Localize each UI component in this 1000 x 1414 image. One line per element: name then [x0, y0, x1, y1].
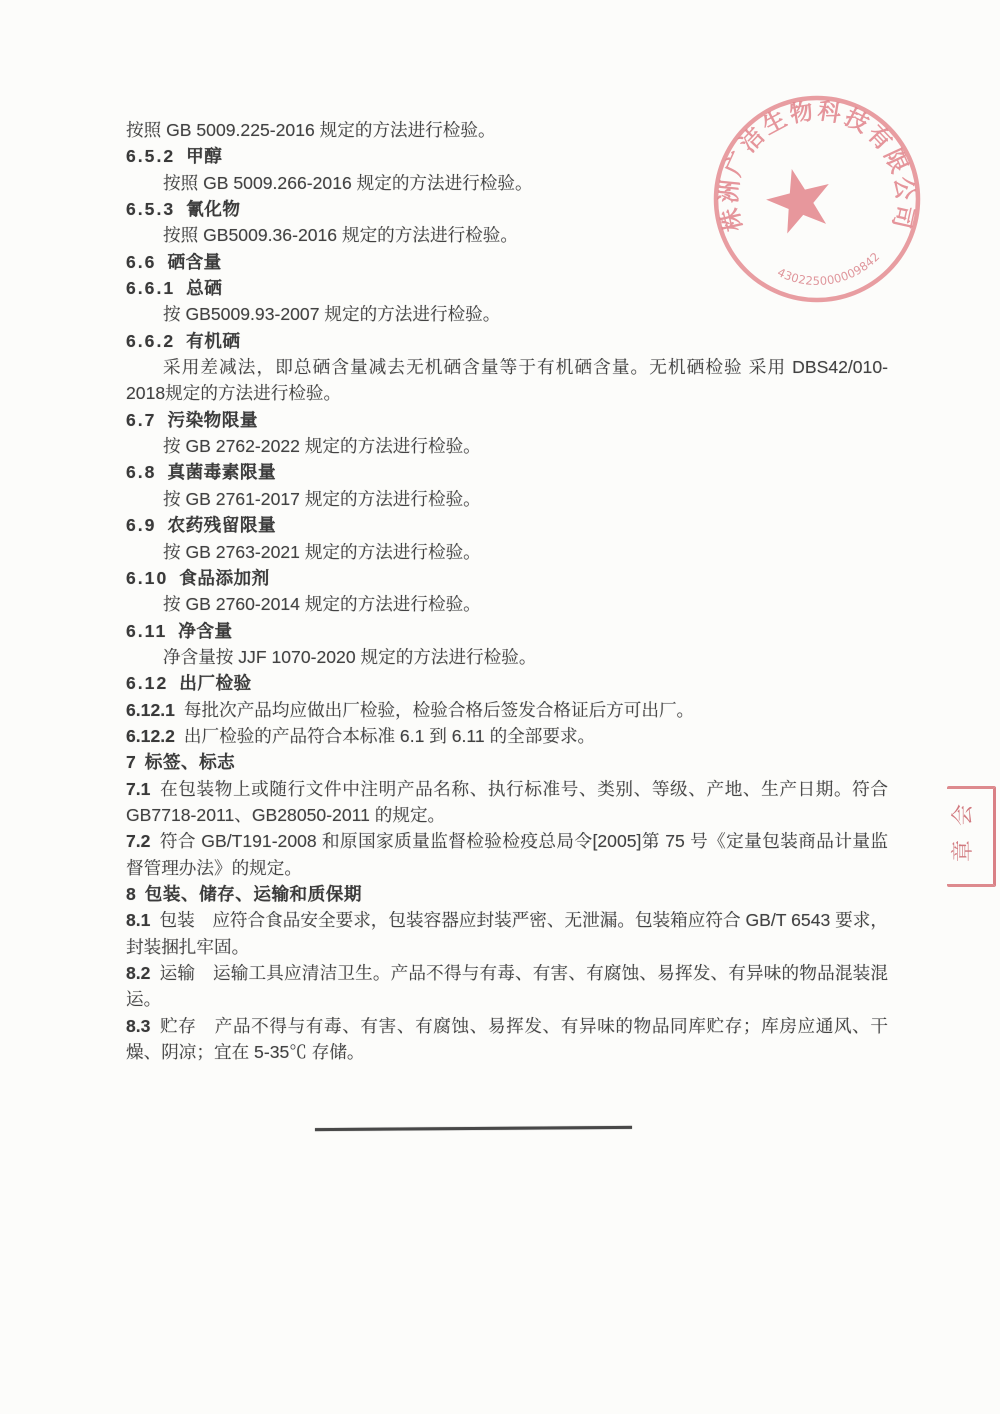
heading-6-8: 6.8 真菌毒素限量	[126, 462, 277, 483]
paragraph: 按 GB 2761-2017 规定的方法进行检验。	[163, 488, 481, 509]
paragraph: 按 GB 2760-2014 规定的方法进行检验。	[163, 594, 481, 615]
heading-6-6: 6.6 硒含量	[126, 251, 222, 272]
clause-7-2: 7.2 符合 GB/T191-2008 和原国家质量监督检验检疫总局令[2005]第 75 号《定量包装商品计量监督管理办法》的规定。	[126, 831, 888, 878]
heading-6-6-2: 6.6.2 有机硒	[126, 330, 241, 351]
heading-6-5-2: 6.5.2 甲醇	[126, 146, 223, 167]
heading-8: 8 包装、储存、运输和质保期	[126, 883, 362, 904]
paragraph-continuation: 按照 GB 5009.225-2016 规定的方法进行检验。	[126, 120, 496, 140]
heading-6-11: 6.11 净含量	[126, 620, 233, 641]
clause-6-12-1: 6.12.1 每批次产品均应做出厂检验，检验合格后签发合格证后方可出厂。	[126, 699, 695, 720]
paragraph: 净含量按 JJF 1070-2020 规定的方法进行检验。	[163, 646, 537, 667]
clause-7-1: 7.1 在包装物上或随行文件中注明产品名称、执行标准号、类别、等级、产地、生产日期。符合GB7718-2011、GB28050-2011 的规定。	[126, 778, 888, 825]
clause-6-12-2: 6.12.2 出厂检验的产品符合本标准 6.1 到 6.11 的全部要求。	[126, 725, 596, 746]
edge-stamp-char: 会	[951, 804, 976, 827]
clause-8-3: 8.3 贮存 产品不得与有毒、有害、有腐蚀、易挥发、有异味的物品同库贮存；库房应通风、干燥、阴凉；宜在 5-35℃ 存储。	[126, 1015, 888, 1063]
seal-company-name: 株洲广洁生物科技有限公司	[715, 97, 919, 235]
paragraph: 按照 GB5009.36-2016 规定的方法进行检验。	[163, 225, 518, 246]
heading-6-10: 6.10 食品添加剂	[126, 567, 270, 588]
heading-6-5-3: 6.5.3 氰化物	[126, 199, 241, 220]
paragraph: 按 GB5009.93-2007 规定的方法进行检验。	[163, 304, 501, 325]
edge-stamp	[947, 786, 996, 887]
clause-8-2: 8.2 运输 运输工具应清洁卫生。产品不得与有毒、有害、有腐蚀、易挥发、有异味的物品混装混运。	[126, 963, 888, 1010]
heading-6-12: 6.12 出厂检验	[126, 673, 252, 694]
edge-stamp-char: 章	[951, 840, 976, 863]
paragraph: 按照 GB 5009.266-2016 规定的方法进行检验。	[163, 172, 533, 193]
paragraph: 采用差减法，即总硒含量减去无机硒含量等于有机硒含量。无机硒检验 采用 DBS42/010-2018​规定的方法进行检验。	[126, 357, 888, 404]
seal-number: 430225000009842	[775, 249, 883, 288]
heading-6-6-1: 6.6.1 总硒	[126, 278, 223, 299]
heading-7: 7 标签、标志	[126, 752, 236, 773]
heading-6-7: 6.7 污染物限量	[126, 409, 258, 430]
document-body	[126, 117, 888, 1065]
heading-6-9: 6.9 农药残留限量	[126, 515, 277, 536]
clause-8-1: 8.1 包装 应符合食品安全要求，包装容器应封装严密、无泄漏。包装箱应符合 GB/T 6543 要求，封装捆扎牢固。	[126, 910, 888, 957]
end-divider	[315, 1126, 632, 1131]
paragraph: 按 GB 2762-2022 规定的方法进行检验。	[163, 436, 481, 457]
paragraph: 按 GB 2763-2021 规定的方法进行检验。	[163, 541, 481, 562]
